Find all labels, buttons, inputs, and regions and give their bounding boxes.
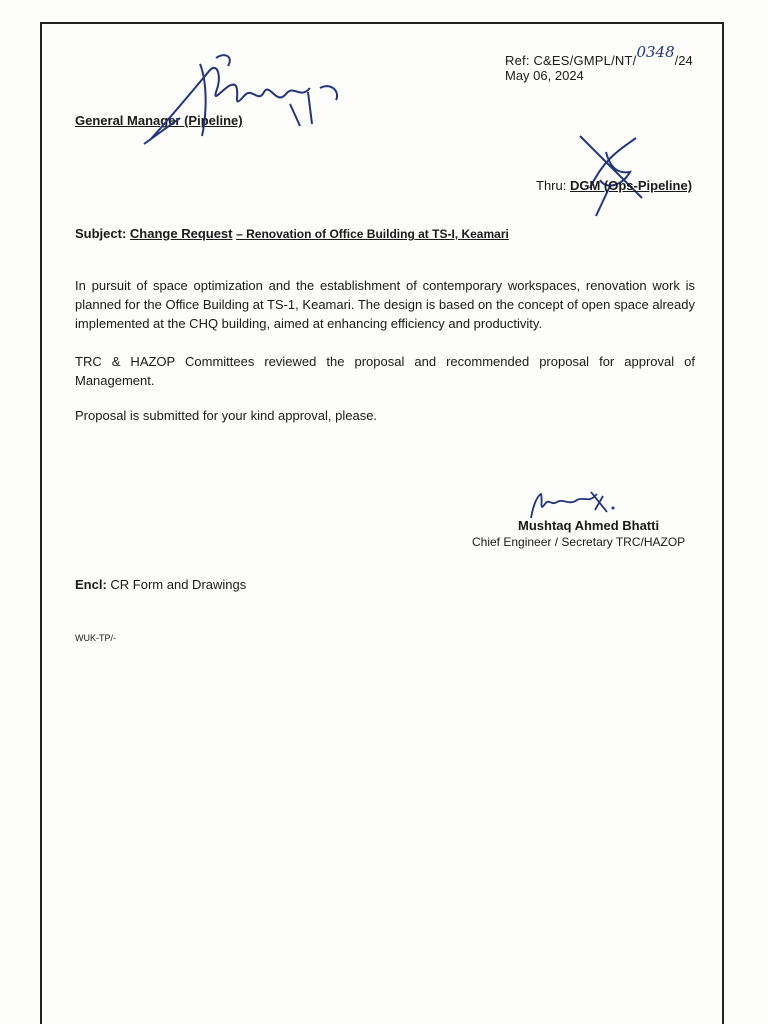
dgm-initials [570, 128, 660, 218]
page-border-right [722, 22, 724, 1024]
subject-change-request: Change Request [129, 226, 233, 241]
letter-date: May 06, 2024 [505, 68, 584, 83]
thru-label: Thru: [536, 178, 567, 193]
thru-value: DGM (Ops-Pipeline) [569, 178, 693, 193]
body-paragraph-2: TRC & HAZOP Committees reviewed the proposal and recommended proposal for approval of Management. [75, 354, 695, 388]
page-border-top [40, 22, 724, 24]
addressee: General Manager (Pipeline) [75, 113, 243, 128]
subject-label: Subject: [75, 226, 127, 241]
encl-label: Encl: [75, 577, 107, 592]
reference-code: WUK-TP/- [75, 633, 116, 643]
reference-number [505, 43, 693, 69]
thru-line [536, 178, 692, 193]
body-paragraph-3: Proposal is submitted for your kind approval, please. [75, 408, 378, 423]
subject-text: – Renovation of Office Building at TS-I, Keamari [236, 227, 509, 241]
signatory-title: Chief Engineer / Secretary TRC/HAZOP [472, 535, 686, 549]
encl-value: CR Form and Drawings [110, 577, 247, 592]
ref-prefix: Ref: C&ES/GMPL/NT/ [505, 53, 637, 68]
page-border-left [40, 22, 42, 1024]
enclosures [75, 577, 246, 592]
body-paragraph-1: In pursuit of space optimization and the establishment of contemporary workspaces, renovation work is planned for the Office Building at TS-1, Keamari. The design is based on the concept of open space already implemented at the CHQ building, aimed at enhancing efficiency and productivity. [75, 278, 695, 331]
subject-line [75, 226, 509, 241]
ref-handwritten: 0348 [636, 43, 675, 61]
ref-suffix: /24 [674, 53, 693, 68]
signatory-name: Mushtaq Ahmed Bhatti [518, 518, 660, 533]
gm-signature [140, 48, 360, 158]
